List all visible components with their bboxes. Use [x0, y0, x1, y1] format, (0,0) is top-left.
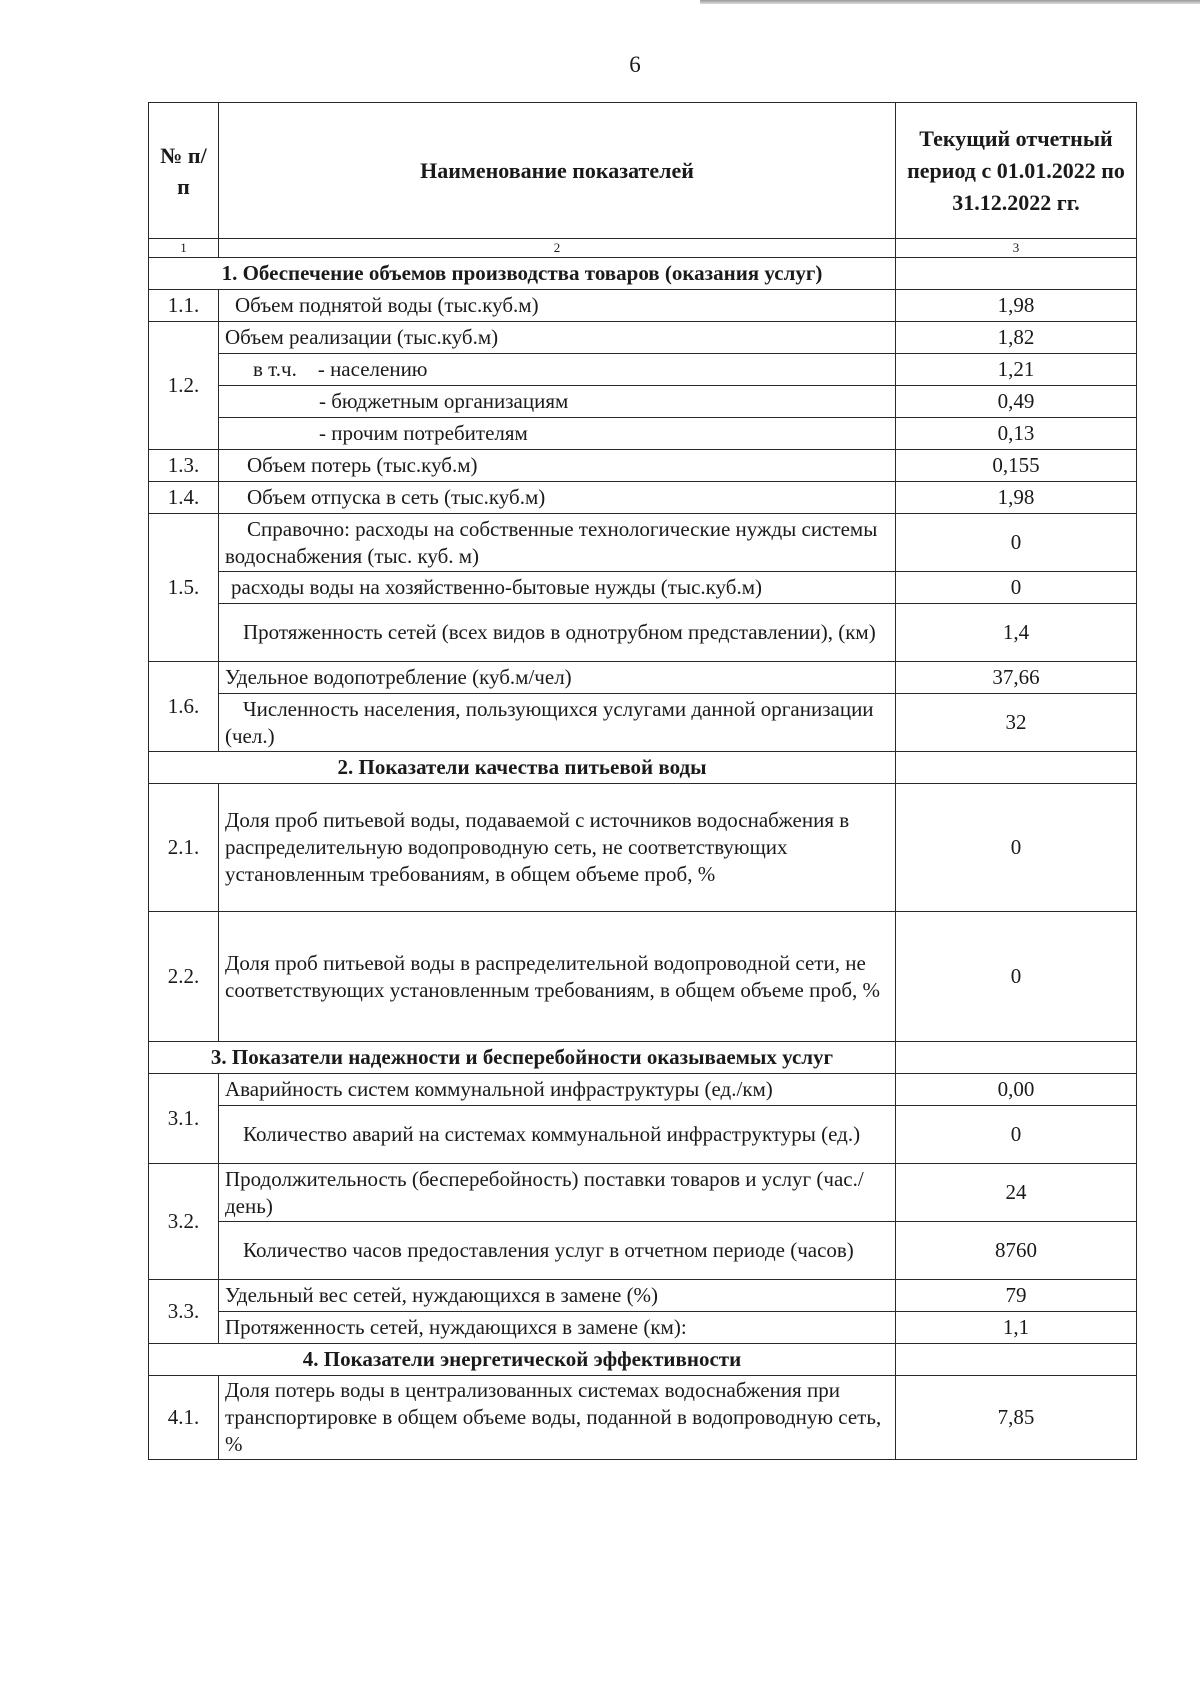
table-row: [149, 1280, 1137, 1312]
table-row: [149, 1164, 1137, 1222]
indicator-value: 0: [896, 572, 1137, 604]
table-row: [149, 694, 1137, 752]
section-row: [149, 258, 1137, 290]
table-row: [149, 418, 1137, 450]
empty-cell: [896, 1344, 1137, 1376]
indicator-name: Количество аварий на системах коммунальной инфраструктуры (ед.): [219, 1106, 896, 1164]
indicator-name: Протяженность сетей, нуждающихся в замене (км):: [219, 1312, 896, 1344]
indicator-name: Удельный вес сетей, нуждающихся в замене (%): [219, 1280, 896, 1312]
table-row: [149, 354, 1137, 386]
empty-cell: [896, 1042, 1137, 1074]
row-number: 3.3.: [149, 1280, 219, 1344]
indicator-name: Объем отпуска в сеть (тыс.куб.м): [219, 482, 896, 514]
table-row: [149, 604, 1137, 662]
table-row: [149, 1106, 1137, 1164]
table-row: [149, 572, 1137, 604]
row-number: 1.6.: [149, 662, 219, 752]
indicator-value: 0: [896, 912, 1137, 1042]
row-number: 2.1.: [149, 784, 219, 912]
table-row: [149, 784, 1137, 912]
table-row: [149, 912, 1137, 1042]
indicators-table: [148, 102, 1137, 1460]
indicator-value: 0,00: [896, 1074, 1137, 1106]
section-row: [149, 1042, 1137, 1074]
indicator-name: Продолжительность (бесперебойность) поставки товаров и услуг (час./день): [219, 1164, 896, 1222]
indicator-value: 7,85: [896, 1376, 1137, 1460]
indicator-value: 1,98: [896, 482, 1137, 514]
table-row: [149, 322, 1137, 354]
row-number: 1.5.: [149, 514, 219, 662]
scan-edge: [700, 0, 1200, 4]
indicator-name: в т.ч. - населению: [219, 354, 896, 386]
section-title-1: 1. Обеспечение объемов производства товаров (оказания услуг): [149, 258, 896, 290]
indicator-name: Доля проб питьевой воды, подаваемой с источников водоснабжения в распределительную водопроводную сеть, не соответствующих установленным требованиям, в общем объеме проб, %: [219, 784, 896, 912]
indicator-value: 0,13: [896, 418, 1137, 450]
header-period: Текущий отчетный период с 01.01.2022 по 31.12.2022 гг.: [896, 103, 1137, 239]
indicator-name: Объем реализации (тыс.куб.м): [219, 322, 896, 354]
row-number: 1.2.: [149, 322, 219, 450]
page-number: 6: [629, 52, 641, 77]
table-row: [149, 386, 1137, 418]
table-row: [149, 1074, 1137, 1106]
table-row: [149, 514, 1137, 572]
indicator-value: 1,82: [896, 322, 1137, 354]
row-number: 3.2.: [149, 1164, 219, 1280]
row-number: 2.2.: [149, 912, 219, 1042]
row-number: 3.1.: [149, 1074, 219, 1164]
indicator-value: 0: [896, 514, 1137, 572]
section-title-3: 3. Показатели надежности и бесперебойности оказываемых услуг: [149, 1042, 896, 1074]
indicator-value: 1,21: [896, 354, 1137, 386]
section-row: [149, 752, 1137, 784]
indicator-name: расходы воды на хозяйственно-бытовые нужды (тыс.куб.м): [219, 572, 896, 604]
column-number: 1: [149, 239, 219, 258]
table-row: [149, 1312, 1137, 1344]
indicator-value: 1,4: [896, 604, 1137, 662]
column-numbers-row: [149, 239, 1137, 258]
indicator-name: Доля проб питьевой воды в распределительной водопроводной сети, не соответствующих установленным требованиям, в общем объеме проб, %: [219, 912, 896, 1042]
indicator-name: Количество часов предоставления услуг в отчетном периоде (часов): [219, 1222, 896, 1280]
section-row: [149, 1344, 1137, 1376]
row-number: 1.1.: [149, 290, 219, 322]
indicator-value: 32: [896, 694, 1137, 752]
table-row: [149, 662, 1137, 694]
row-number: 1.4.: [149, 482, 219, 514]
indicator-name: - прочим потребителям: [219, 418, 896, 450]
indicator-name: Объем потерь (тыс.куб.м): [219, 450, 896, 482]
indicator-value: 0,49: [896, 386, 1137, 418]
indicator-value: 8760: [896, 1222, 1137, 1280]
indicator-name: Аварийность систем коммунальной инфраструктуры (ед./км): [219, 1074, 896, 1106]
indicator-name: Объем поднятой воды (тыс.куб.м): [219, 290, 896, 322]
indicator-value: 0,155: [896, 450, 1137, 482]
indicator-name: Справочно: расходы на собственные технологические нужды системы водоснабжения (тыс. куб. м): [219, 514, 896, 572]
table-row: [149, 482, 1137, 514]
indicator-value: 37,66: [896, 662, 1137, 694]
table-row: [149, 1376, 1137, 1460]
table-row: [149, 450, 1137, 482]
indicator-value: 0: [896, 1106, 1137, 1164]
indicator-value: 79: [896, 1280, 1137, 1312]
indicator-name: Численность населения, пользующихся услугами данной организации (чел.): [219, 694, 896, 752]
indicator-name: Доля потерь воды в централизованных системах водоснабжения при транспортировке в общем объеме воды, поданной в водопроводную сеть, %: [219, 1376, 896, 1460]
table-row: [149, 290, 1137, 322]
indicator-name: Протяженность сетей (всех видов в однотрубном представлении), (км): [219, 604, 896, 662]
indicator-value: 1,1: [896, 1312, 1137, 1344]
row-number: 4.1.: [149, 1376, 219, 1460]
indicator-value: 1,98: [896, 290, 1137, 322]
empty-cell: [896, 258, 1137, 290]
column-number: 2: [219, 239, 896, 258]
row-number: 1.3.: [149, 450, 219, 482]
empty-cell: [896, 752, 1137, 784]
column-number: 3: [896, 239, 1137, 258]
table-header-row: [149, 103, 1137, 239]
table-row: [149, 1222, 1137, 1280]
section-title-4: 4. Показатели энергетической эффективности: [149, 1344, 896, 1376]
indicator-name: Удельное водопотребление (куб.м/чел): [219, 662, 896, 694]
header-number: № п/п: [149, 103, 219, 239]
indicator-name: - бюджетным организациям: [219, 386, 896, 418]
header-name: Наименование показателей: [219, 103, 896, 239]
indicator-value: 24: [896, 1164, 1137, 1222]
indicator-value: 0: [896, 784, 1137, 912]
section-title-2: 2. Показатели качества питьевой воды: [149, 752, 896, 784]
